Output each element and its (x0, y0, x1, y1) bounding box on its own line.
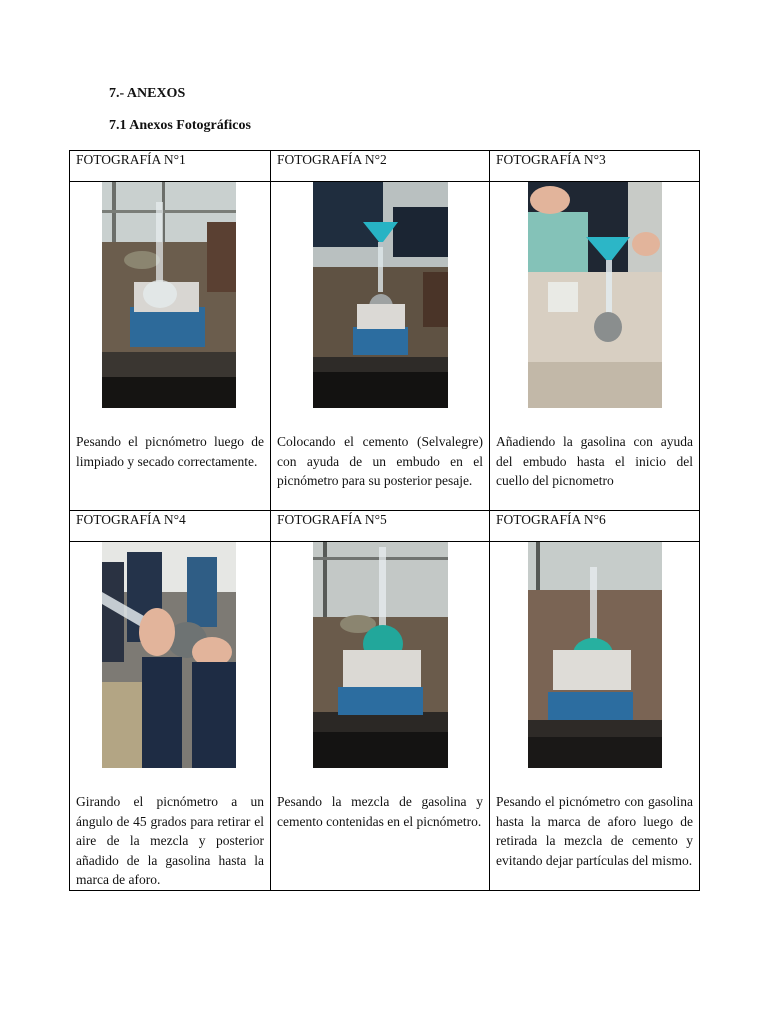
photo-5-label: FOTOGRAFÍA N°5 (277, 512, 387, 527)
photo-5-caption: Pesando la mezcla de gasolina y cemento contenidas en el picnómetro. (277, 794, 483, 829)
photo-2-caption: Colocando el cemento (Selvalegre) con ayuda de un embudo en el picnómetro para su posterior pesaje. (277, 434, 483, 488)
photo-1-image (102, 182, 236, 408)
photo-3-image (528, 182, 662, 408)
subsection-title: 7.1 Anexos Fotográficos (109, 118, 251, 133)
photo-6-image (528, 542, 662, 768)
section-title: 7.- ANEXOS (109, 86, 186, 101)
photo-1-label: FOTOGRAFÍA N°1 (76, 152, 186, 167)
label-row (70, 511, 700, 542)
photo-2-label: FOTOGRAFÍA N°2 (277, 152, 387, 167)
photo-row (70, 182, 700, 511)
photo-2-image (313, 182, 448, 408)
photo-6-caption: Pesando el picnómetro con gasolina hasta la marca de aforo luego de retirada la mezcla de cemento y evitando dejar partículas del mismo. (496, 794, 693, 868)
photo-annex-table (69, 150, 700, 891)
photo-3-caption: Añadiendo la gasolina con ayuda del embudo hasta el inicio del cuello del picnometro (496, 434, 693, 488)
photo-1-caption: Pesando el picnómetro luego de limpiado y secado correctamente. (76, 434, 264, 469)
photo-6-label: FOTOGRAFÍA N°6 (496, 512, 606, 527)
photo-row (70, 542, 700, 891)
photo-4-caption: Girando el picnómetro a un ángulo de 45 grados para retirar el aire de la mezcla y posterior añadido de la gasolina hasta la marca de aforo. (76, 794, 264, 887)
photo-3-label: FOTOGRAFÍA N°3 (496, 152, 606, 167)
label-row (70, 151, 700, 182)
photo-5-image (313, 542, 448, 768)
photo-4-label: FOTOGRAFÍA N°4 (76, 512, 186, 527)
photo-4-image (102, 542, 236, 768)
